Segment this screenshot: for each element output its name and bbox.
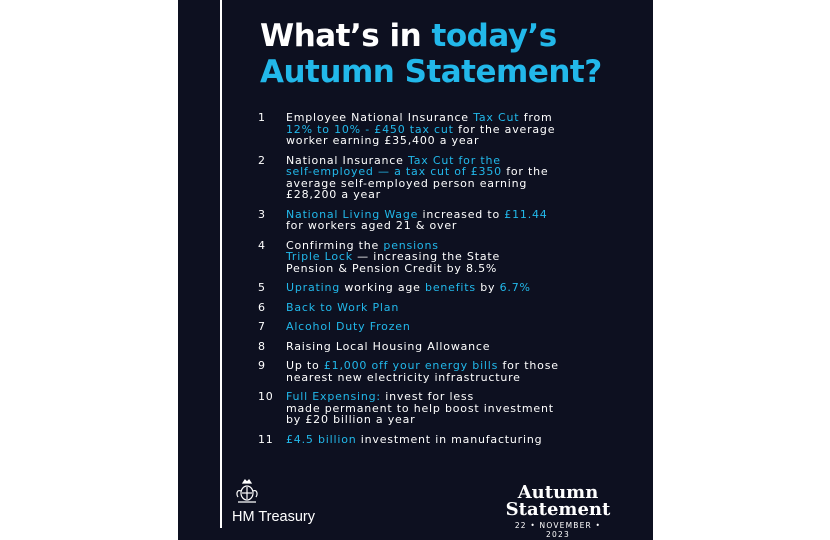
highlighted-text: Tax Cut for the self-employed — a tax cut of £350 xyxy=(286,153,502,178)
item-text-segment: Confirming the xyxy=(286,238,384,252)
item-number: 11 xyxy=(258,432,274,446)
item-text-segment: by xyxy=(475,281,500,294)
item-number: 8 xyxy=(258,339,266,353)
item-text xyxy=(286,209,603,232)
item-text xyxy=(286,341,603,353)
item-text-segment: from xyxy=(523,111,553,124)
list-item xyxy=(258,391,603,426)
highlighted-text: National Living Wage xyxy=(286,207,419,221)
item-number: 7 xyxy=(258,320,266,333)
item-text xyxy=(286,391,603,426)
highlighted-text: £11.44 xyxy=(504,207,548,221)
item-text xyxy=(286,112,603,147)
item-text-segment: investment in manufacturing xyxy=(356,432,543,446)
item-number: 9 xyxy=(258,359,266,372)
list-item xyxy=(258,360,603,383)
highlighted-text: Uprating xyxy=(286,281,341,294)
title-line2: Autumn Statement? xyxy=(260,54,602,90)
list-item xyxy=(258,341,603,353)
item-text-segment: for the average self-employed person earning £28,200 a year xyxy=(286,165,549,201)
item-number: 6 xyxy=(258,300,266,314)
royal-crest-icon xyxy=(232,478,262,506)
page-title xyxy=(260,18,640,90)
item-number: 3 xyxy=(258,207,266,221)
highlighted-text: Back to Work Plan xyxy=(286,300,400,314)
item-number: 5 xyxy=(258,281,266,294)
item-text xyxy=(286,434,603,446)
list-item xyxy=(258,112,603,147)
item-text xyxy=(286,321,603,333)
item-text xyxy=(286,302,603,314)
vertical-divider xyxy=(220,0,222,528)
title-blue: today’s xyxy=(431,18,557,54)
item-text-segment: Up to xyxy=(286,359,324,372)
item-text xyxy=(286,360,603,383)
list-item xyxy=(258,302,603,314)
item-text-segment: working age xyxy=(340,281,426,294)
highlighted-text: Full Expensing: xyxy=(286,390,381,403)
statement-list xyxy=(258,112,603,453)
item-text-segment: — increasing the State Pension & Pension Credit by 8.5% xyxy=(286,250,501,275)
logo-line2: Statement xyxy=(505,499,611,520)
highlighted-text: £1,000 off your energy bills xyxy=(323,359,499,372)
title-white: What’s in xyxy=(260,18,432,54)
item-number: 10 xyxy=(258,390,274,403)
item-text-segment: Employee National Insurance xyxy=(286,111,474,124)
highlighted-text: Alcohol Duty Frozen xyxy=(286,320,411,333)
item-number: 4 xyxy=(258,238,266,252)
logo-line1: Autumn xyxy=(517,482,599,503)
item-text-segment: Raising Local Housing Allowance xyxy=(286,339,491,353)
list-item xyxy=(258,155,603,201)
highlighted-text: benefits xyxy=(425,281,476,294)
item-text xyxy=(286,240,603,275)
item-text xyxy=(286,155,603,201)
list-item xyxy=(258,209,603,232)
list-item xyxy=(258,434,603,446)
item-number: 2 xyxy=(258,153,266,167)
autumn-statement-logo xyxy=(502,484,614,539)
item-text xyxy=(286,282,603,294)
highlighted-text: 12% to 10% - £450 tax cut xyxy=(286,122,454,136)
item-text-segment: for the average worker earning £35,400 a year xyxy=(286,122,556,147)
item-text-segment: for those nearest new electricity infrastructure xyxy=(286,359,559,384)
list-item xyxy=(258,282,603,294)
item-number: 1 xyxy=(258,111,266,124)
item-text-segment: increased to xyxy=(418,207,505,221)
item-text-segment: for workers aged 21 & over xyxy=(286,219,458,232)
logo-date: 22 • NOVEMBER • 2023 xyxy=(514,521,602,539)
hm-treasury-label: HM Treasury xyxy=(232,509,315,525)
highlighted-text: 6.7% xyxy=(499,281,531,294)
list-item xyxy=(258,240,603,275)
list-item xyxy=(258,321,603,333)
highlighted-text: £4.5 billion xyxy=(286,432,357,446)
item-text-segment: National Insurance xyxy=(286,153,408,167)
item-text-segment: invest for less made permanent to help boost investment by £20 billion a year xyxy=(286,390,554,426)
highlighted-text: Tax Cut xyxy=(473,111,520,124)
highlighted-text: pensions Triple Lock xyxy=(286,238,439,263)
